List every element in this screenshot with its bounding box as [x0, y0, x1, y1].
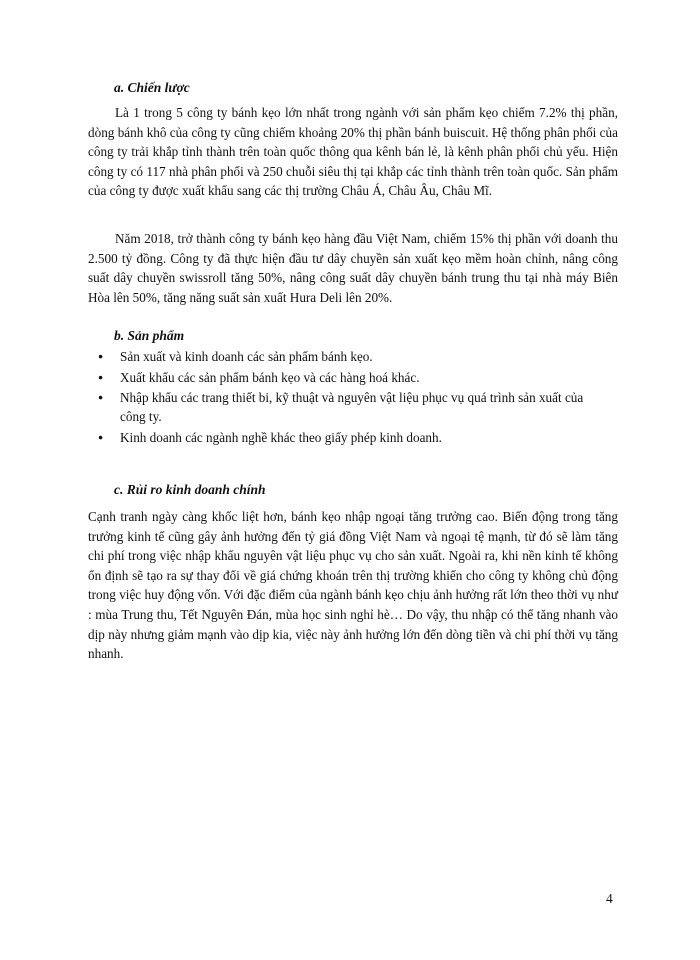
heading-products: b. Sản phẩm: [114, 328, 185, 343]
list-item: ● Xuất khẩu các sản phẩm bánh kẹo và các hàng hoá khác.: [88, 368, 608, 387]
strategy-paragraph-1: Là 1 trong 5 công ty bánh kẹo lớn nhất trong ngành với sản phẩm kẹo chiếm 7.2% thị phần, dòng bánh khô của công ty cũng chiếm khoảng 20% thị phần bánh buiscuit. Hệ thống phân phối của công ty trải khắp tỉnh thành trên toàn quốc thông qua kênh bán lẻ, là kênh phân phối chủ yếu. Hiện công ty có 117 nhà phân phối và 250 chuỗi siêu thị tại khắp các tỉnh thành trên toàn quốc. Sản phẩm của công ty được xuất khẩu sang các thị trường Châu Á, Châu Âu, Châu Mĩ.: [88, 105, 618, 199]
strategy-paragraph-2: Năm 2018, trở thành công ty bánh kẹo hàng đầu Việt Nam, chiếm 15% thị phần với doanh thu 2.500 tỷ đồng. Công ty đã thực hiện đầu tư dây chuyền sản xuất kẹo mềm hoàn chỉnh, nâng công suất dây chuyền swissroll tăng 50%, nâng công suất dây chuyền bánh trung thu tại nhà máy Biên Hòa lên 50%, tăng năng suất sản xuất Hura Deli lên 20%.: [88, 231, 618, 305]
risks-paragraph: Cạnh tranh ngày càng khốc liệt hơn, bánh kẹo nhập ngoại tăng trưởng cao. Biến động trong tăng trưởng kinh tế cũng gây ảnh hưởng đến tỷ giá đồng Việt Nam và ngoại tệ mạnh, từ đó sẽ làm tăng chi phí trong việc nhập khẩu nguyên vật liệu phục vụ cho sản xuất. Ngoài ra, khi nền kinh tế không ổn định sẽ tạo ra sự thay đổi về giá chứng khoán trên thị trường khiến cho công ty không chủ động trong việc huy động vốn. Với đặc điểm của ngành bánh kẹo chịu ảnh hưởng rất lớn theo thời vụ như : mùa Trung thu, Tết Nguyên Đán, mùa học sinh nghỉ hè… Do vậy, thu nhập có thể tăng nhanh vào dịp này nhưng giảm mạnh vào dịp kia, việc này ảnh hưởng lớn đến dòng tiền và chi phí thời vụ tăng nhanh.: [88, 509, 618, 662]
list-item: ● Kinh doanh các ngành nghề khác theo giấy phép kinh doanh.: [88, 428, 608, 447]
heading-strategy: a. Chiến lược: [114, 80, 190, 95]
products-list: [88, 347, 608, 449]
page-number: 4: [606, 891, 613, 906]
list-item: ● Sản xuất và kinh doanh các sản phẩm bánh kẹo.: [88, 347, 608, 366]
heading-risks: c. Rủi ro kinh doanh chính: [114, 482, 266, 497]
list-item: ● Nhập khẩu các trang thiết bi, kỹ thuật và nguyên vật liệu phục vụ quá trình sản xuất của công ty.: [88, 388, 608, 426]
